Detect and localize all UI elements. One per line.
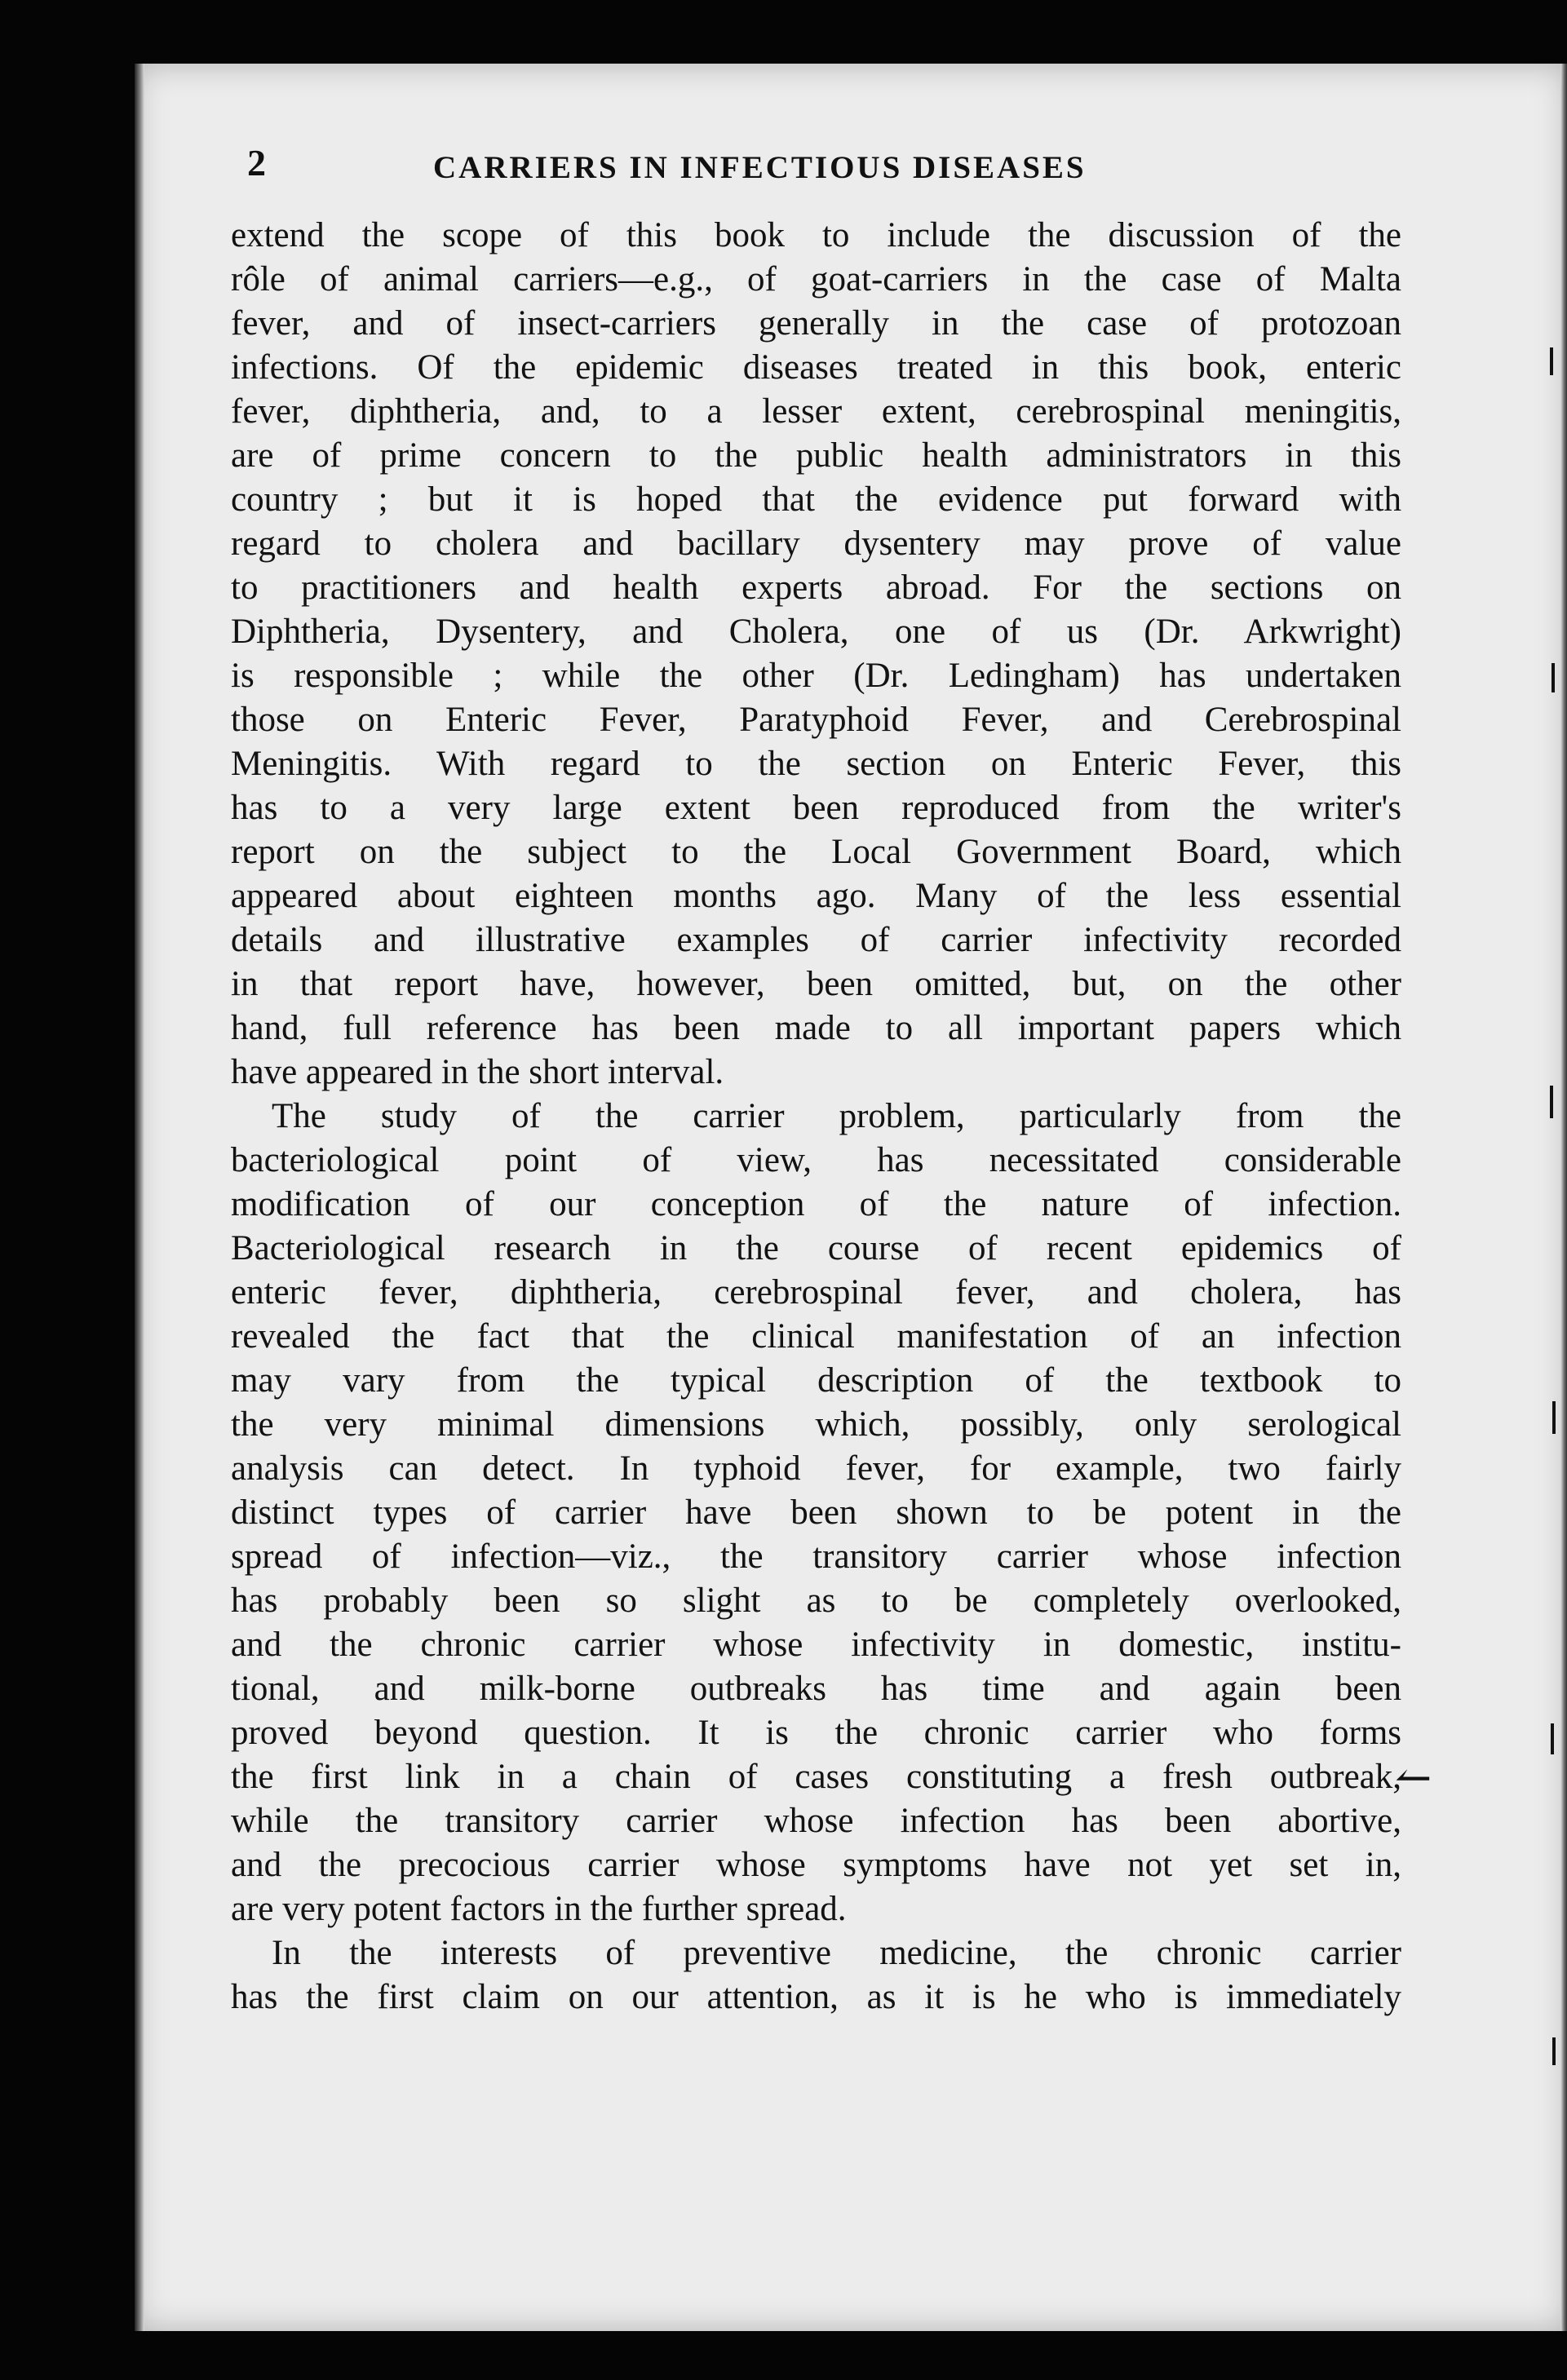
text-line: has probably been so slight as to be completely overlooked, — [231, 1582, 1401, 1620]
text-line: the very minimal dimensions which, possibly, only serological — [231, 1405, 1401, 1444]
text-line: to practitioners and health experts abroad. For the sections on — [231, 568, 1401, 607]
handwritten-arrow-icon: ↼ — [1395, 1754, 1432, 1803]
text-line: those on Enteric Fever, Paratyphoid Fever, and Cerebrospinal — [231, 701, 1401, 739]
text-line: enteric fever, diphtheria, cerebrospinal fever, and cholera, has — [231, 1273, 1401, 1312]
paragraph-1 — [231, 214, 1401, 1095]
text-line: rôle of animal carriers—e.g., of goat-carriers in the case of Malta — [231, 260, 1401, 299]
text-line: distinct types of carrier have been shown to be potent in the — [231, 1493, 1401, 1532]
text-line: Meningitis. With regard to the section on Enteric Fever, this — [231, 745, 1401, 783]
page-outer-edge — [1560, 64, 1567, 2331]
text-line: Diphtheria, Dysentery, and Cholera, one of us (Dr. Arkwright) — [231, 613, 1401, 651]
text-line: have appeared in the short interval. — [231, 1053, 724, 1091]
text-line: are very potent factors in the further spread. — [231, 1890, 847, 1928]
text-line: analysis can detect. In typhoid fever, for example, two fairly — [231, 1449, 1401, 1488]
text-line: fever, diphtheria, and, to a lesser extent, cerebrospinal meningitis, — [231, 392, 1401, 431]
text-line: and the precocious carrier whose symptoms have not yet set in, — [231, 1846, 1401, 1884]
text-line: bacteriological point of view, has necessitated considerable — [231, 1141, 1401, 1179]
text-line: and the chronic carrier whose infectivity in domestic, institu- — [231, 1626, 1401, 1664]
running-head: CARRIERS IN INFECTIOUS DISEASES — [433, 150, 1087, 185]
page-header — [247, 141, 1389, 190]
text-line: appeared about eighteen months ago. Many of the less essential — [231, 877, 1401, 915]
text-line: infections. Of the epidemic diseases treated in this book, enteric — [231, 348, 1401, 387]
paragraph-3 — [231, 1931, 1401, 2019]
text-line: regard to cholera and bacillary dysentery may prove of value — [231, 524, 1401, 563]
text-line: the first link in a chain of cases constituting a fresh outbreak, — [231, 1758, 1401, 1796]
text-line: fever, and of insect-carriers generally in the case of protozoan — [231, 304, 1401, 343]
text-line: while the transitory carrier whose infection has been abortive, — [231, 1802, 1401, 1840]
page-number: 2 — [247, 142, 266, 184]
text-line: tional, and milk-borne outbreaks has time and again been — [231, 1670, 1401, 1708]
text-line: are of prime concern to the public health administrators in this — [231, 436, 1401, 475]
text-line: In the interests of preventive medicine, the chronic carrier — [272, 1934, 1401, 1972]
text-line: country ; but it is hoped that the evidence put forward with — [231, 480, 1401, 519]
text-line: spread of infection—viz., the transitory carrier whose infection — [231, 1537, 1401, 1576]
text-line: The study of the carrier problem, particularly from the — [272, 1097, 1401, 1135]
text-line: proved beyond question. It is the chronic carrier who forms — [231, 1714, 1401, 1752]
text-line: has to a very large extent been reproduced from the writer's — [231, 789, 1401, 827]
text-line: extend the scope of this book to include the discussion of the — [231, 216, 1401, 254]
body-text — [231, 214, 1401, 2019]
text-line: Bacteriological research in the course of recent epidemics of — [231, 1229, 1401, 1267]
text-line: revealed the fact that the clinical manifestation of an infection — [231, 1317, 1401, 1356]
text-line: is responsible ; while the other (Dr. Ledingham) has undertaken — [231, 657, 1401, 695]
text-line: details and illustrative examples of carrier infectivity recorded — [231, 921, 1401, 959]
text-line: in that report have, however, been omitted, but, on the other — [231, 965, 1401, 1003]
text-line: has the first claim on our attention, as it is he who is immediately — [231, 1978, 1401, 2016]
text-line: may vary from the typical description of the textbook to — [231, 1361, 1401, 1400]
text-line: modification of our conception of the nature of infection. — [231, 1185, 1401, 1223]
text-line: report on the subject to the Local Government Board, which — [231, 833, 1401, 871]
paragraph-2 — [231, 1095, 1401, 1931]
page-binding-edge — [135, 64, 144, 2331]
text-line: hand, full reference has been made to all important papers which — [231, 1009, 1401, 1047]
